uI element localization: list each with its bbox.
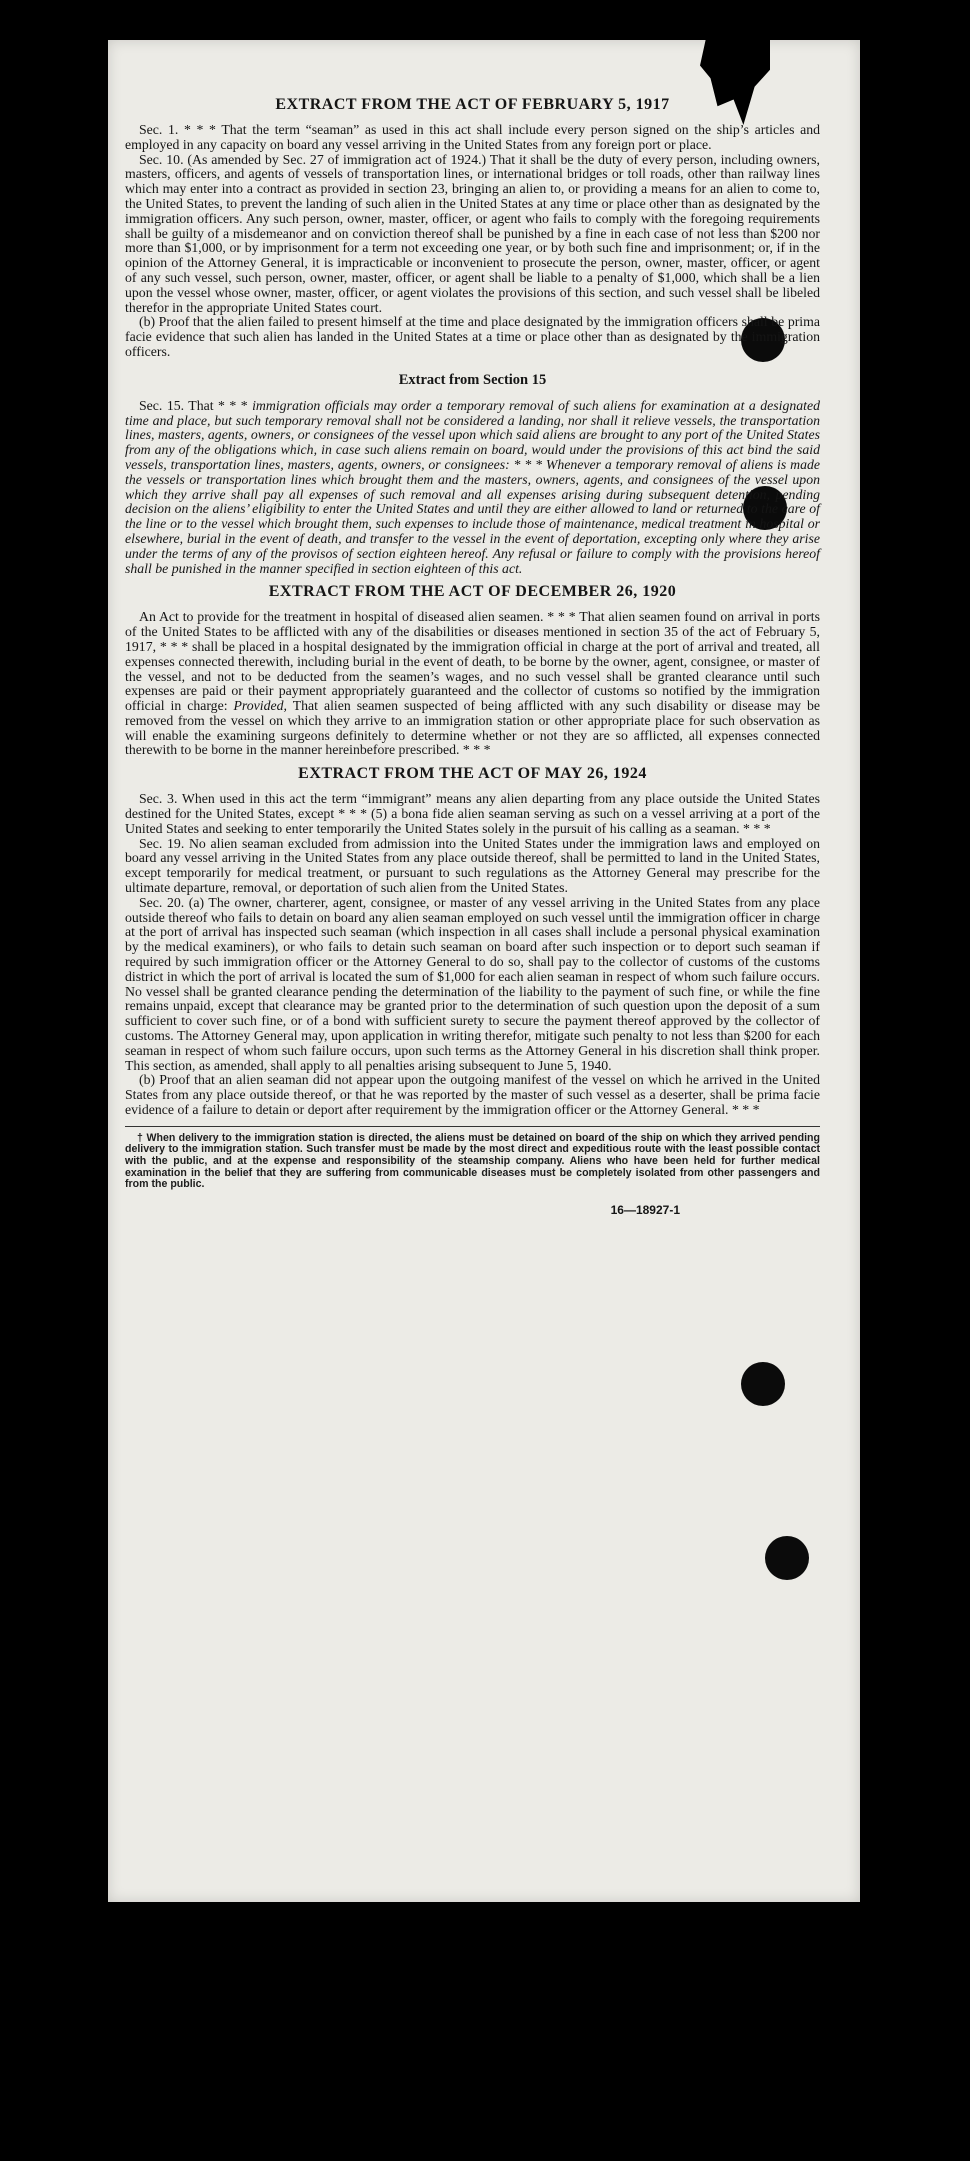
act-1917-sec10-b: (b) Proof that the alien failed to present himself at the time and place designated by the immigration officers shall be prima facie evidence that such alien has landed in the United States at a time or place other than as designated by the immigration officers. <box>125 314 820 359</box>
heading-section-15: Extract from Section 15 <box>398 371 547 388</box>
section-15-italic: immigration officials may order a temporary removal of such aliens for examination at a designated time and place, but such temporary removal shall not be considered a landing, nor shall it relieve vessels, the transportation lines, masters, agents, owners, or consignees of the vessel upon which said aliens are brought to any port of the United States from any of the obligations which, in case such aliens remain on board, would under the provisions of this act bind the said vessels, transportation lines, masters, agents, owners, or consignees: * * * Whenever a temporary removal of aliens is made the vessels or transportation lines which brought them and the masters, owners, agents, and consignees of the vessel upon which they arrive shall pay all expenses of such removal and all expenses arising during subsequent detention, pending decision on the aliens’ eligibility to enter the United States and until they are either allowed to land or returned to the care of the line or to the vessel which brought them, such expenses to include those of maintenance, medical treatment in hospital or elsewhere, burial in the event of death, and transfer to the vessel in the event of deportation, excepting only where they arise under the terms of any of the provisos of section eighteen hereof. Any refusal or failure to comply with the provisions hereof shall be punished in the manner specified in section eighteen of this act. <box>125 397 820 576</box>
section-15-text <box>125 399 820 577</box>
punch-hole-3 <box>741 1362 785 1406</box>
heading-act-1924: EXTRACT FROM THE ACT OF MAY 26, 1924 <box>298 765 647 783</box>
act-1924-sec20b: (b) Proof that an alien seaman did not appear upon the outgoing manifest of the vessel on which he arrived in the United States from any place outside thereof, or that he was reported by the master of such vessel as a deserter, shall be prima facie evidence of a failure to detain or deport after requirement by the immigration officer or the Attorney General. * * * <box>125 1072 820 1118</box>
act-1917-sec10: Sec. 10. (As amended by Sec. 27 of immigration act of 1924.) That it shall be the duty of every person, including owners, masters, officers, and agents of vessels of transportation lines, or international bridges or toll roads, other than railway lines which may enter into a contract as provided in section 23, bringing an alien to, or providing a means for an alien to come to, the United States, to prevent the landing of such alien in the United States at any time or place other than as designated by the immigration officers. Any such person, owner, master, officer, or agent who fails to comply with the foregoing requirements shall be guilty of a misdemeanor and on conviction thereof shall be punished by a fine in each case of not less than $200 nor more than $1,000, or by imprisonment for a term not exceeding one year, or by both such fine and imprisonment; or, if in the opinion of the Attorney General, it is impracticable or inconvenient to prosecute the person, owner, master, officer, or agent of any such vessel, such person, owner, master, officer, or agent shall be liable to a penalty of $1,000, which shall be a lien upon the vessel whose owner, master, officer, or agent violates the provisions of this section, and such vessel shall be libeled therefor in the appropriate United States court. <box>125 151 820 315</box>
act-1920-body: An Act to provide for the treatment in hospital of diseased alien seamen. * * * That alien seamen found on arrival in ports of the United States to be afflicted with any of the disabilities or diseases mentioned in section 35 of the act of February 5, 1917, * * * shall be placed in a hospital designated by the immigration official in charge at the port of arrival and treated, all expenses connected therewith, including burial in the event of death, to be borne by the owner, agent, consignee, or master of the vessel, and not to be deducted from the seamen’s wages, and no such vessel shall be granted clearance until such expenses are paid or their payment appropriately guaranteed and the collector of customs so notified by the immigration official in charge: <box>125 609 820 714</box>
document-body <box>125 95 820 1217</box>
heading-act-1920: EXTRACT FROM THE ACT OF DECEMBER 26, 1920 <box>268 583 677 601</box>
punch-hole-4 <box>765 1536 809 1580</box>
act-1920-tail: That alien seamen suspected of being afflicted with any such disability or disease may be removed from the vessel on which they arrive to an immigration station or other appropriate place for such observation as will enable the examining surgeons definitely to determine whether or not they are so afflicted, all expenses connected therewith to be borne in the manner hereinbefore prescribed. * * * <box>125 698 821 758</box>
act-1920-proviso: Provided, <box>233 698 288 714</box>
act-1924-sec3: Sec. 3. When used in this act the term “immigrant” means any alien departing from any place outside the United States destined for the United States, except * * * (5) a bona fide alien seaman serving as such on a vessel arriving at a port of the United States and seeking to enter temporarily the United States solely in the pursuit of his calling as a seaman. * * * <box>125 791 820 836</box>
act-1924-sec20a: Sec. 20. (a) The owner, charterer, agent, consignee, or master of any vessel arriving in the United States from any place outside thereof who fails to detain on board any alien seaman employed on such vessel until the immigration officer in charge at the port of arrival has inspected such seaman (which inspection in all cases shall include a personal physical examination by the medical examiners), or who fails to detain such seaman on board after such inspection or to deport such seaman if required by such immigration officer or the Attorney General to do so, shall pay to the collector of customs of the customs district in which the port of arrival is located the sum of $1,000 for each alien seaman in respect of whom such failure occurs. No vessel shall be granted clearance pending the determination of the liability to the payment of such fine, or while the fine remains unpaid, except that clearance may be granted prior to the determination of such question upon the deposit of a sum sufficient to cover such fine, or of a bond with sufficient surety to secure the payment thereof approved by the collector of customs. The Attorney General may, upon application in writing therefor, mitigate such penalty to not less than $200 for each seaman in respect of whom such failure occurs, upon such terms as the Attorney General in his discretion shall think proper. This section, as amended, shall apply to all penalties arising subsequent to June 5, 1940. <box>125 894 820 1073</box>
heading-act-1917: EXTRACT FROM THE ACT OF FEBRUARY 5, 1917 <box>275 96 670 113</box>
form-code: 16—18927-1 <box>610 1202 680 1217</box>
act-1917-sec1: Sec. 1. * * * That the term “seaman” as used in this act shall include every person signed on the ship’s articles and employed in any capacity on board any vessel arriving in the United States from any foreign port or place. <box>125 122 820 152</box>
act-1920-text <box>125 610 820 758</box>
footnote: † When delivery to the immigration station is directed, the aliens must be detained on board of the ship on which they arrived pending delivery to the immigration station. Such transfer must be made by the most direct and expeditious route with the least possible contact with the public, and at the expense and responsibility of the steamship company. Aliens who have been held for further medical examination in the belief that they are suffering from communicable diseases must be completely isolated from other passengers and from the public. <box>125 1131 820 1191</box>
section-15-lead: Sec. 15. That * * * <box>139 397 248 413</box>
footnote-divider <box>125 1126 820 1127</box>
act-1924-sec19: Sec. 19. No alien seaman excluded from admission into the United States under the immigration laws and employed on board any vessel arriving in the United States from any place outside thereof, shall be permitted to land in the United States, except temporarily for medical treatment, or pursuant to such regulations as the Attorney General may prescribe for the ultimate departure, removal, or deportation of such alien from the United States. <box>125 835 820 896</box>
